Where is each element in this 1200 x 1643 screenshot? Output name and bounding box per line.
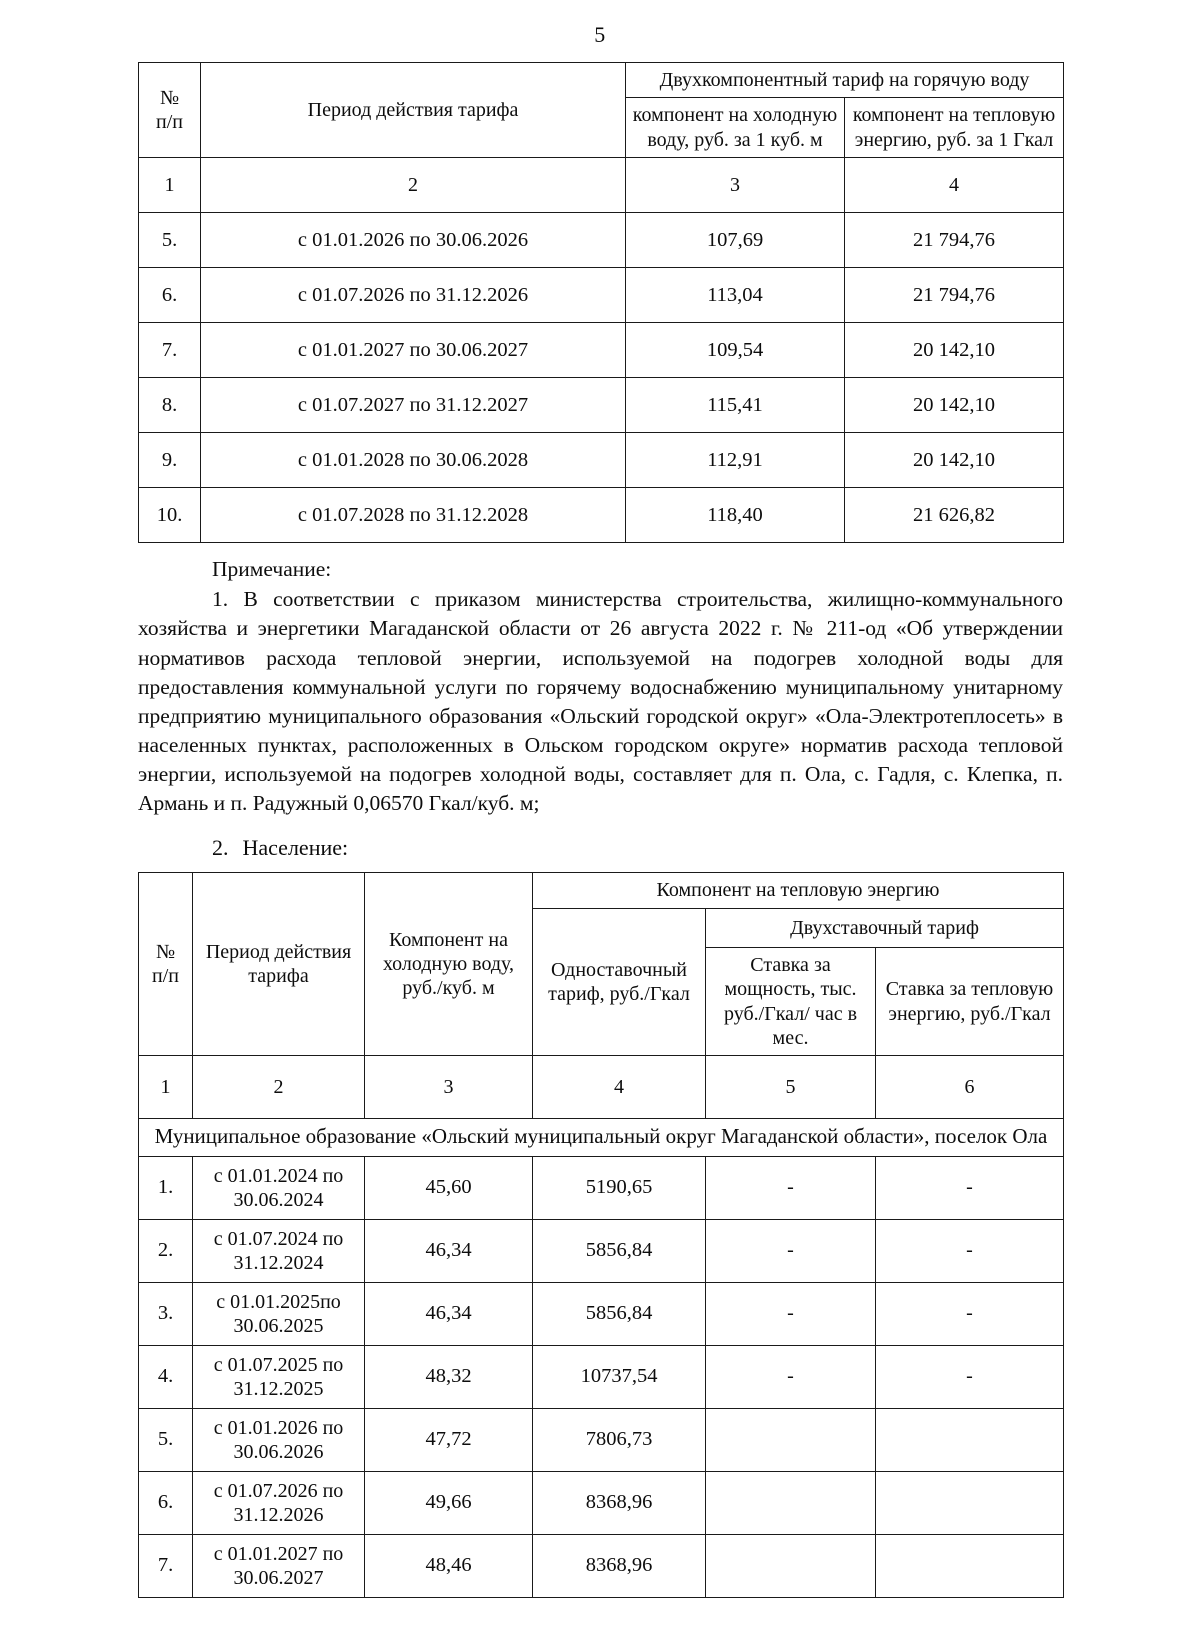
page-number: 5 — [594, 22, 606, 47]
section-two-number: 2. — [212, 835, 229, 861]
table-row — [139, 1056, 1064, 1119]
row-single-tariff-value: 5856,84 — [533, 1219, 706, 1282]
row-cold-water-value: 112,91 — [626, 433, 845, 488]
row-number: 2. — [139, 1219, 193, 1282]
row-number: 10. — [139, 488, 201, 543]
col-number-6: 6 — [876, 1056, 1064, 1119]
row-cold-water-value: 48,46 — [365, 1534, 533, 1597]
row-single-tariff-value: 7806,73 — [533, 1408, 706, 1471]
section-two-heading — [138, 835, 1063, 861]
row-cold-water-value: 49,66 — [365, 1471, 533, 1534]
col-number-3: 3 — [365, 1056, 533, 1119]
row-number: 1. — [139, 1156, 193, 1219]
row-period: с 01.07.2028 по 31.12.2028 — [201, 488, 626, 543]
col-number-4: 4 — [845, 158, 1064, 213]
table-row — [139, 323, 1064, 378]
header-cold-water-component: компонент на холодную воду, руб. за 1 куб. м — [626, 98, 845, 158]
col-number-1: 1 — [139, 1056, 193, 1119]
header-row-number — [139, 873, 193, 1056]
col-number-2: 2 — [193, 1056, 365, 1119]
note-item-1: 1. В соответствии с приказом министерства строительства, жилищно-коммунального хозяйства и энергетики Магаданской области от 26 августа 2022 г. № 211-од «Об утверждении нормативов расхода тепловой энергии, используемой на подогрев холодной воды для предоставления коммунальной услуги по горячему водоснабжению муниципальному унитарному предприятию муниципального образования «Ольский городской округ» «Ола-Электротеплосеть» в населенных пунктах, расположенных в Ольском городском округе» норматив расхода тепловой энергии, используемой на подогрев холодной воды, составляет для п. Ола, с. Гадля, с. Клепка, п. Армань и п. Радужный 0,06570 Гкал/куб. м; — [138, 587, 1063, 816]
header-period: Период действия тарифа — [201, 63, 626, 158]
row-number: 5. — [139, 1408, 193, 1471]
row-energy-rate-value — [876, 1471, 1064, 1534]
row-heat-energy-value: 20 142,10 — [845, 378, 1064, 433]
row-capacity-rate-value: - — [706, 1282, 876, 1345]
tariff-table-hot-water — [138, 62, 1064, 543]
row-capacity-rate-value — [706, 1534, 876, 1597]
row-heat-energy-value: 20 142,10 — [845, 433, 1064, 488]
row-single-tariff-value: 8368,96 — [533, 1534, 706, 1597]
header-two-part-tariff-group: Двухставочный тариф — [706, 908, 1064, 947]
col-number-5: 5 — [706, 1056, 876, 1119]
row-capacity-rate-value — [706, 1471, 876, 1534]
table-row — [139, 1345, 1064, 1408]
row-number: 6. — [139, 1471, 193, 1534]
row-cold-water-value: 45,60 — [365, 1156, 533, 1219]
row-energy-rate-value — [876, 1408, 1064, 1471]
row-period: с 01.01.2027 по 30.06.2027 — [201, 323, 626, 378]
table-row — [139, 158, 1064, 213]
table-two-head — [139, 873, 1064, 1056]
row-period: с 01.07.2026 по 31.12.2026 — [201, 268, 626, 323]
row-heat-energy-value: 21 626,82 — [845, 488, 1064, 543]
table-row — [139, 433, 1064, 488]
header-capacity-rate: Ставка за мощность, тыс. руб./Гкал/ час в мес. — [706, 947, 876, 1056]
header-period: Период действия тарифа — [193, 873, 365, 1056]
row-single-tariff-value: 10737,54 — [533, 1345, 706, 1408]
row-capacity-rate-value — [706, 1408, 876, 1471]
table-row — [139, 1219, 1064, 1282]
row-cold-water-value: 109,54 — [626, 323, 845, 378]
row-energy-rate-value: - — [876, 1282, 1064, 1345]
row-number: 7. — [139, 1534, 193, 1597]
table-row — [139, 378, 1064, 433]
row-cold-water-value: 113,04 — [626, 268, 845, 323]
row-number: 5. — [139, 213, 201, 268]
row-capacity-rate-value: - — [706, 1345, 876, 1408]
row-energy-rate-value — [876, 1534, 1064, 1597]
row-cold-water-value: 107,69 — [626, 213, 845, 268]
table-row — [139, 63, 1064, 98]
row-period: с 01.01.2026 по 30.06.2026 — [193, 1408, 365, 1471]
municipality-label: Муниципальное образование «Ольский муниципальный округ Магаданской области», поселок Ола — [139, 1119, 1064, 1156]
col-number-1: 1 — [139, 158, 201, 213]
table-row — [139, 1408, 1064, 1471]
row-period: с 01.01.2025по 30.06.2025 — [193, 1282, 365, 1345]
header-no-line1: № — [159, 86, 180, 109]
row-capacity-rate-value: - — [706, 1156, 876, 1219]
table-row — [139, 1156, 1064, 1219]
row-period: с 01.07.2024 по 31.12.2024 — [193, 1219, 365, 1282]
col-number-2: 2 — [201, 158, 626, 213]
table-row — [139, 268, 1064, 323]
row-number: 8. — [139, 378, 201, 433]
row-period: с 01.01.2024 по 30.06.2024 — [193, 1156, 365, 1219]
header-row-number — [139, 63, 201, 158]
table-one-body — [139, 158, 1064, 543]
row-number: 3. — [139, 1282, 193, 1345]
header-energy-rate: Ставка за тепловую энергию, руб./Гкал — [876, 947, 1064, 1056]
header-no-line2: п/п — [156, 111, 183, 134]
table-row — [139, 488, 1064, 543]
col-number-4: 4 — [533, 1056, 706, 1119]
row-period: с 01.01.2026 по 30.06.2026 — [201, 213, 626, 268]
row-period: с 01.07.2026 по 31.12.2026 — [193, 1471, 365, 1534]
header-heat-energy-component: компонент на тепловую энергию, руб. за 1 Гкал — [845, 98, 1064, 158]
table-row — [139, 1282, 1064, 1345]
row-cold-water-value: 118,40 — [626, 488, 845, 543]
note-title: Примечание: — [212, 557, 332, 582]
header-two-component-tariff: Двухкомпонентный тариф на горячую воду — [626, 63, 1064, 98]
row-number: 9. — [139, 433, 201, 488]
page-content — [138, 62, 1063, 1598]
header-no-line2: п/п — [152, 965, 179, 988]
row-heat-energy-value: 20 142,10 — [845, 323, 1064, 378]
row-heat-energy-value: 21 794,76 — [845, 268, 1064, 323]
header-single-part-tariff: Одноставочный тариф, руб./Гкал — [533, 908, 706, 1056]
row-cold-water-value: 46,34 — [365, 1219, 533, 1282]
table-two-body — [139, 1056, 1064, 1597]
row-period: с 01.07.2027 по 31.12.2027 — [201, 378, 626, 433]
note-block — [138, 555, 1063, 818]
row-period: с 01.01.2027 по 30.06.2027 — [193, 1534, 365, 1597]
row-single-tariff-value: 5190,65 — [533, 1156, 706, 1219]
row-energy-rate-value: - — [876, 1156, 1064, 1219]
tariff-table-population — [138, 872, 1064, 1597]
row-number: 7. — [139, 323, 201, 378]
row-period: с 01.01.2028 по 30.06.2028 — [201, 433, 626, 488]
header-no-line1: № — [155, 940, 176, 963]
table-row — [139, 873, 1064, 908]
row-energy-rate-value: - — [876, 1219, 1064, 1282]
section-two-title: Население: — [242, 835, 349, 861]
row-number: 4. — [139, 1345, 193, 1408]
table-one-head — [139, 63, 1064, 158]
row-period: с 01.07.2025 по 31.12.2025 — [193, 1345, 365, 1408]
table-row — [139, 1471, 1064, 1534]
row-energy-rate-value: - — [876, 1345, 1064, 1408]
row-cold-water-value: 115,41 — [626, 378, 845, 433]
row-single-tariff-value: 5856,84 — [533, 1282, 706, 1345]
table-row-municipality — [139, 1119, 1064, 1156]
row-cold-water-value: 46,34 — [365, 1282, 533, 1345]
table-row — [139, 1534, 1064, 1597]
row-cold-water-value: 47,72 — [365, 1408, 533, 1471]
header-cold-water-component: Компонент на холодную воду, руб./куб. м — [365, 873, 533, 1056]
table-row — [139, 213, 1064, 268]
row-capacity-rate-value: - — [706, 1219, 876, 1282]
header-heat-energy-component-group: Компонент на тепловую энергию — [533, 873, 1064, 908]
row-cold-water-value: 48,32 — [365, 1345, 533, 1408]
col-number-3: 3 — [626, 158, 845, 213]
row-number: 6. — [139, 268, 201, 323]
row-heat-energy-value: 21 794,76 — [845, 213, 1064, 268]
row-single-tariff-value: 8368,96 — [533, 1471, 706, 1534]
